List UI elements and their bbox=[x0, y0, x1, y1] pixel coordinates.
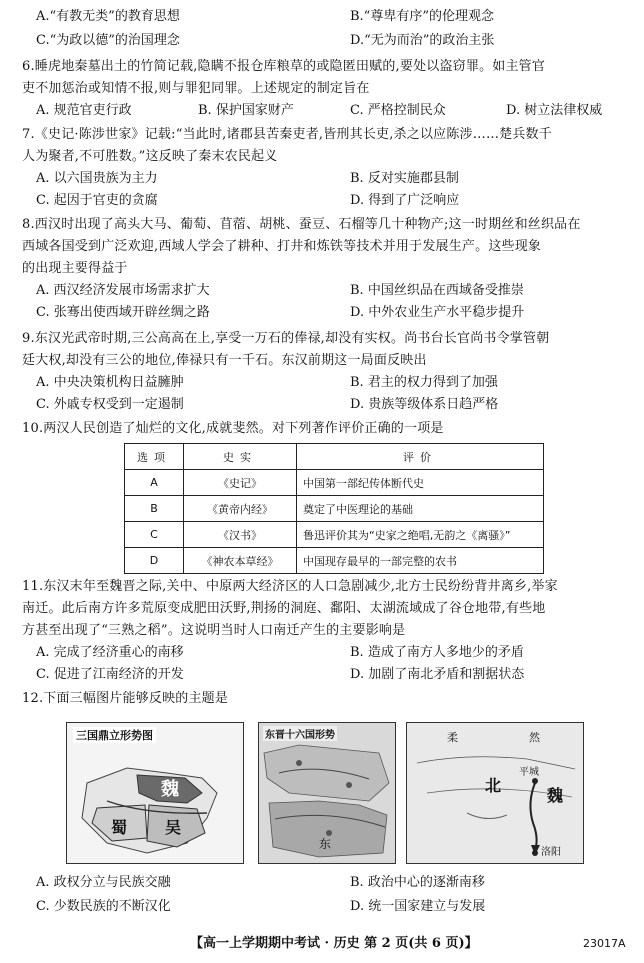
q7-options-row1 bbox=[36, 168, 626, 190]
q8-options-row1 bbox=[36, 280, 626, 302]
q10-row-a-eval: 中国第一部纪传体断代史 bbox=[297, 470, 544, 496]
q7-stem-line1: 7.《史记·陈涉世家》记载:“当此时,诸郡县苦秦吏者,皆刑其长吏,杀之以应陈涉……楚兵数千 bbox=[22, 127, 552, 142]
q8-option-d[interactable]: D. 中外农业生产水平稳步提升 bbox=[350, 305, 525, 320]
q11-stem-line1: 11.东汉末年至魏晋之际,关中、中原两大经济区的人口急剧减少,北方士民纷纷背井离乡,举家 bbox=[22, 579, 558, 594]
map-eastern-jin bbox=[258, 722, 396, 864]
q6-stem-line2: 吏不加惩治或知情不报,则与罪犯同罪。上述规定的制定旨在 bbox=[22, 81, 370, 96]
q11-option-d[interactable]: D. 加剧了南北矛盾和割据状态 bbox=[350, 667, 525, 682]
q10-header-evaluation: 评价 bbox=[297, 444, 544, 470]
q10-stem: 10.两汉人民创造了灿烂的文化,成就斐然。对下列著作评价正确的一项是 bbox=[22, 421, 444, 436]
q7-option-b[interactable]: B. 反对实施郡县制 bbox=[350, 171, 459, 186]
q7-option-a[interactable]: A. 以六国贵族为主力 bbox=[36, 171, 158, 186]
table-row[interactable] bbox=[125, 496, 544, 522]
q10-row-a-option: A bbox=[125, 470, 184, 496]
map3-label-pingcheng: 平城 bbox=[519, 767, 539, 778]
q10-row-a-work: 《史记》 bbox=[184, 470, 297, 496]
q8-stem-line3: 的出现主要得益于 bbox=[22, 261, 128, 276]
map2-label-dong: 东 bbox=[319, 837, 332, 851]
map3-label-bei: 北 bbox=[485, 776, 502, 795]
q10-table bbox=[124, 443, 544, 574]
map3-label-rou: 柔 bbox=[447, 731, 458, 744]
q5-option-a[interactable]: A.“有教无类”的教育思想 bbox=[36, 9, 180, 24]
q8-option-a[interactable]: A. 西汉经济发展市场需求扩大 bbox=[36, 283, 210, 298]
table-row[interactable] bbox=[125, 470, 544, 496]
map3-label-luoyang: 洛阳 bbox=[541, 847, 561, 858]
map2-title: 东晋十六国形势 bbox=[263, 726, 337, 741]
q11-stem-line3: 方甚至出现了“三熟之稻”。这说明当时人口南迁产生的主要影响是 bbox=[22, 623, 406, 638]
q8-option-c[interactable]: C. 张骞出使西域开辟丝绸之路 bbox=[36, 305, 210, 320]
q12-stem: 12.下面三幅图片能够反映的主题是 bbox=[22, 691, 229, 706]
q12-option-d[interactable]: D. 统一国家建立与发展 bbox=[350, 899, 486, 914]
q5-option-c[interactable]: C.“为政以德”的治国理念 bbox=[36, 33, 180, 48]
q9-options-row1 bbox=[36, 372, 626, 394]
map1-label-shu: 蜀 bbox=[111, 818, 128, 837]
page-footer: 【高一上学期期中考试 · 历史 第 2 页(共 6 页)】 bbox=[190, 936, 478, 951]
q12-option-a[interactable]: A. 政权分立与民族交融 bbox=[36, 875, 171, 890]
q5-options-row2 bbox=[36, 30, 626, 52]
q9-option-a[interactable]: A. 中央决策机构日益臃肿 bbox=[36, 375, 184, 390]
q7-options-row2 bbox=[36, 190, 626, 212]
map-three-kingdoms-drawing bbox=[67, 723, 243, 863]
q8-stem-line2: 西域各国受到广泛欢迎,西域人学会了耕种、打井和炼铁等技术并用于发展生产。这些现象 bbox=[22, 239, 542, 254]
map-northern-wei bbox=[406, 722, 584, 864]
q10-row-c-eval: 鲁迅评价其为“史家之绝唱,无韵之《离骚》” bbox=[297, 522, 544, 548]
q6-option-a[interactable]: A. 规范官吏行政 bbox=[36, 103, 132, 118]
q9-option-b[interactable]: B. 君主的权力得到了加强 bbox=[350, 375, 498, 390]
q10-row-b-work: 《黄帝内经》 bbox=[184, 496, 297, 522]
map-three-kingdoms bbox=[66, 722, 244, 864]
q10-row-c-work: 《汉书》 bbox=[184, 522, 297, 548]
q9-stem-line1: 9.东汉光武帝时期,三公高高在上,享受一万石的俸禄,却没有实权。尚书台长官尚书令掌管朝 bbox=[22, 331, 550, 346]
q8-stem-line1: 8.西汉时出现了高头大马、葡萄、苜蓿、胡桃、蚕豆、石榴等几十种物产;这一时期丝和丝织品在 bbox=[22, 217, 581, 232]
q11-stem-line2: 南迁。此后南方许多荒原变成肥田沃野,荆扬的洞庭、鄱阳、太湖流域成了谷仓地带,有些地 bbox=[22, 601, 546, 616]
table-row[interactable] bbox=[125, 522, 544, 548]
q11-option-a[interactable]: A. 完成了经济重心的南移 bbox=[36, 645, 184, 660]
q6-options bbox=[36, 100, 626, 122]
q12-option-b[interactable]: B. 政治中心的逐渐南移 bbox=[350, 875, 485, 890]
q8-options-row2 bbox=[36, 302, 626, 324]
q10-row-d-work: 《神农本草经》 bbox=[184, 548, 297, 574]
q7-option-d[interactable]: D. 得到了广泛响应 bbox=[350, 193, 460, 208]
q10-table-header bbox=[125, 444, 544, 470]
q10-row-d-option: D bbox=[125, 548, 184, 574]
map1-label-wu: 吴 bbox=[165, 818, 182, 837]
q5-options-row1 bbox=[36, 6, 626, 28]
q10-row-d-eval: 中国现存最早的一部完整的农书 bbox=[297, 548, 544, 574]
q11-option-c[interactable]: C. 促进了江南经济的开发 bbox=[36, 667, 184, 682]
q6-option-b[interactable]: B. 保护国家财产 bbox=[198, 103, 294, 118]
q12-option-c[interactable]: C. 少数民族的不断汉化 bbox=[36, 899, 171, 914]
map3-label-ran: 然 bbox=[529, 731, 540, 744]
q10-row-b-eval: 奠定了中医理论的基础 bbox=[297, 496, 544, 522]
q5-option-d[interactable]: D.“无为而治”的政治主张 bbox=[350, 33, 495, 48]
q9-options-row2 bbox=[36, 394, 626, 416]
q7-option-c[interactable]: C. 起因于官吏的贪腐 bbox=[36, 193, 158, 208]
q9-option-d[interactable]: D. 贵族等级体系日趋严格 bbox=[350, 397, 499, 412]
map1-label-wei: 魏 bbox=[161, 779, 179, 800]
q11-options-row1 bbox=[36, 642, 626, 664]
q8-option-b[interactable]: B. 中国丝织品在西域备受推崇 bbox=[350, 283, 524, 298]
q6-option-c[interactable]: C. 严格控制民众 bbox=[350, 103, 446, 118]
q9-option-c[interactable]: C. 外戚专权受到一定遏制 bbox=[36, 397, 184, 412]
q12-options-row1 bbox=[36, 872, 626, 894]
q12-options-row2 bbox=[36, 896, 626, 918]
q11-options-row2 bbox=[36, 664, 626, 686]
exam-code: 23017A bbox=[583, 937, 626, 950]
q10-row-b-option: B bbox=[125, 496, 184, 522]
map1-title: 三国鼎立形势图 bbox=[73, 727, 156, 743]
table-row[interactable] bbox=[125, 548, 544, 574]
q7-stem-line2: 人为聚者,不可胜数。”这反映了秦末农民起义 bbox=[22, 149, 278, 164]
q10-header-fact: 史实 bbox=[184, 444, 297, 470]
q11-option-b[interactable]: B. 造成了南方人多地少的矛盾 bbox=[350, 645, 524, 660]
q5-option-b[interactable]: B.“尊卑有序”的伦理观念 bbox=[350, 9, 494, 24]
q9-stem-line2: 廷大权,却没有三公的地位,俸禄只有一千石。东汉前期这一局面反映出 bbox=[22, 353, 427, 368]
q10-header-option: 选项 bbox=[125, 444, 184, 470]
map3-label-wei: 魏 bbox=[547, 786, 564, 805]
q10-row-c-option: C bbox=[125, 522, 184, 548]
q6-stem-line1: 6.睡虎地秦墓出土的竹简记载,隐瞒不报仓库粮草的或隐匿田赋的,要处以盗窃罪。如主管官 bbox=[22, 59, 546, 74]
q6-option-d[interactable]: D. 树立法律权威 bbox=[506, 103, 603, 118]
